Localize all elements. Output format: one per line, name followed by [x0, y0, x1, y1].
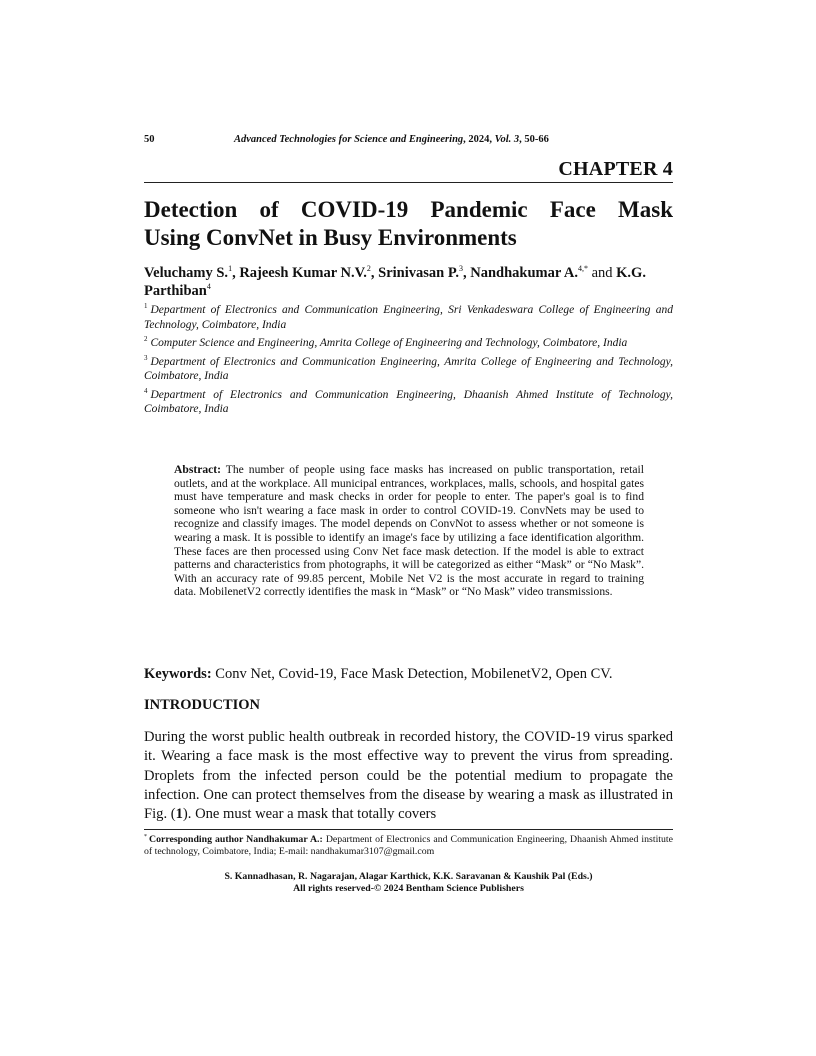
affiliation-marker: 3 — [144, 353, 148, 362]
author-affiliation-marker: 3 — [458, 264, 463, 274]
footnote-divider — [144, 829, 673, 830]
journal-pages: , 50-66 — [519, 134, 549, 145]
chapter-divider — [144, 182, 673, 183]
keywords-text: Conv Net, Covid-19, Face Mask Detection, MobilenetV2, Open CV. — [215, 666, 613, 682]
journal-name: Advanced Technologies for Science and Engineering — [234, 134, 464, 145]
author-list — [144, 264, 673, 300]
author-name: K.G. Parthiban — [144, 265, 646, 299]
author-separator: , — [232, 265, 240, 281]
page-number: 50 — [144, 134, 155, 145]
paper-title — [144, 196, 673, 252]
affiliation-item — [144, 355, 673, 384]
journal-volume: Vol. 3 — [494, 134, 520, 145]
affiliation-text: Computer Science and Engineering, Amrita College of Engineering and Technology, Coimbatore, India — [150, 337, 628, 349]
author-name: Srinivasan P. — [378, 265, 459, 281]
section-heading-introduction: INTRODUCTION — [144, 697, 261, 713]
title-line-2: Using ConvNet in Busy Environments — [144, 225, 517, 250]
author-separator: , — [462, 265, 471, 281]
title-line-1: Detection of COVID-19 Pandemic Face Mask — [144, 197, 673, 222]
author-affiliation-marker: 1 — [228, 264, 233, 274]
footnote — [144, 834, 673, 858]
affiliation-item — [144, 303, 673, 332]
affiliation-text: Department of Electronics and Communication Engineering, Dhaanish Ahmed Institute of Technology, Coimbatore, India — [144, 388, 673, 415]
affiliation-text: Department of Electronics and Communication Engineering, Sri Venkadeswara College of Engineering and Technology, Coimbatore, India — [144, 304, 673, 331]
footnote-marker: * — [144, 833, 147, 840]
affiliation-marker: 1 — [144, 302, 148, 311]
keywords — [144, 666, 673, 683]
author-affiliation-marker: 4 — [206, 282, 211, 292]
abstract-text: The number of people using face masks has increased on public transportation, retail outlets, and at the workplace. All municipal entrances, workplaces, malls, schools, and hospital gates must have temperature and mask checks in order for people to enter. The paper's goal is to find someone who isn't wearing a face mask in order to control COVID-19. ConvNets may be used to recognize and classify images. The model depends on ConvNot to assess whether or not someone is wearing a mask. It is possible to identify an image's face by utilizing a face identification algorithm. These faces are then processed using Conv Net face mask detection. If the model is able to extract patterns and characteristics from photographs, it will be categorized as either “Mask” or “No Mask”. With an accuracy rate of 99.85 percent, Mobile Net V2 is the most accurate in regard to training data. MobilenetV2 correctly identifies the mask in “Mask” or “No Mask” video transmissions. — [174, 463, 644, 599]
affiliation-text: Department of Electronics and Communication Engineering, Amrita College of Engineering and Technology, Coimbatore, India — [144, 355, 673, 382]
abstract — [174, 463, 644, 599]
author-separator: , — [370, 265, 379, 281]
affiliation-item — [144, 388, 673, 417]
affiliation-marker: 4 — [144, 386, 148, 395]
editors-line: S. Kannadhasan, R. Nagarajan, Alagar Karthick, K.K. Saravanan & Kaushik Pal (Eds.) — [224, 871, 593, 882]
affiliation-list — [144, 303, 673, 421]
journal-year: , 2024, — [463, 134, 495, 145]
affiliation-item — [144, 336, 673, 351]
author-name: Veluchamy S. — [144, 265, 229, 281]
footnote-label: Corresponding author Nandhakumar A.: — [149, 834, 323, 845]
author-name: Rajeesh Kumar N.V. — [239, 265, 367, 281]
footnote-text: Department of Electronics and Communication Engineering, Dhaanish Ahmed institute of technology, Coimbatore, India; E-mail: nandhakumar3107@gmail.com — [144, 834, 673, 857]
author-name: Nandhakumar A. — [470, 265, 578, 281]
abstract-label: Abstract: — [174, 463, 222, 476]
intro-text-before: During the worst public health outbreak in recorded history, the COVID-19 virus sparked it. Wearing a face mask is the most effective way to prevent the virus from spreading. Droplets from the infected person could be the potential medium to propagate the infection. One can protect themselves from the disease by wearing a mask as illustrated in Fig. ( — [144, 729, 673, 823]
author-affiliation-marker: 2 — [366, 264, 371, 274]
affiliation-marker: 2 — [144, 335, 148, 344]
chapter-label: CHAPTER 4 — [558, 158, 673, 180]
introduction-paragraph — [144, 728, 673, 824]
figure-reference[interactable]: 1 — [175, 806, 183, 823]
keywords-label: Keywords: — [144, 666, 212, 682]
author-separator: and — [587, 265, 617, 281]
copyright-block — [144, 871, 673, 895]
rights-line: All rights reserved-© 2024 Bentham Science Publishers — [293, 883, 524, 894]
journal-citation — [234, 134, 549, 145]
author-affiliation-marker: 4,* — [577, 264, 588, 274]
intro-text-after: ). One must wear a mask that totally covers — [182, 806, 437, 823]
